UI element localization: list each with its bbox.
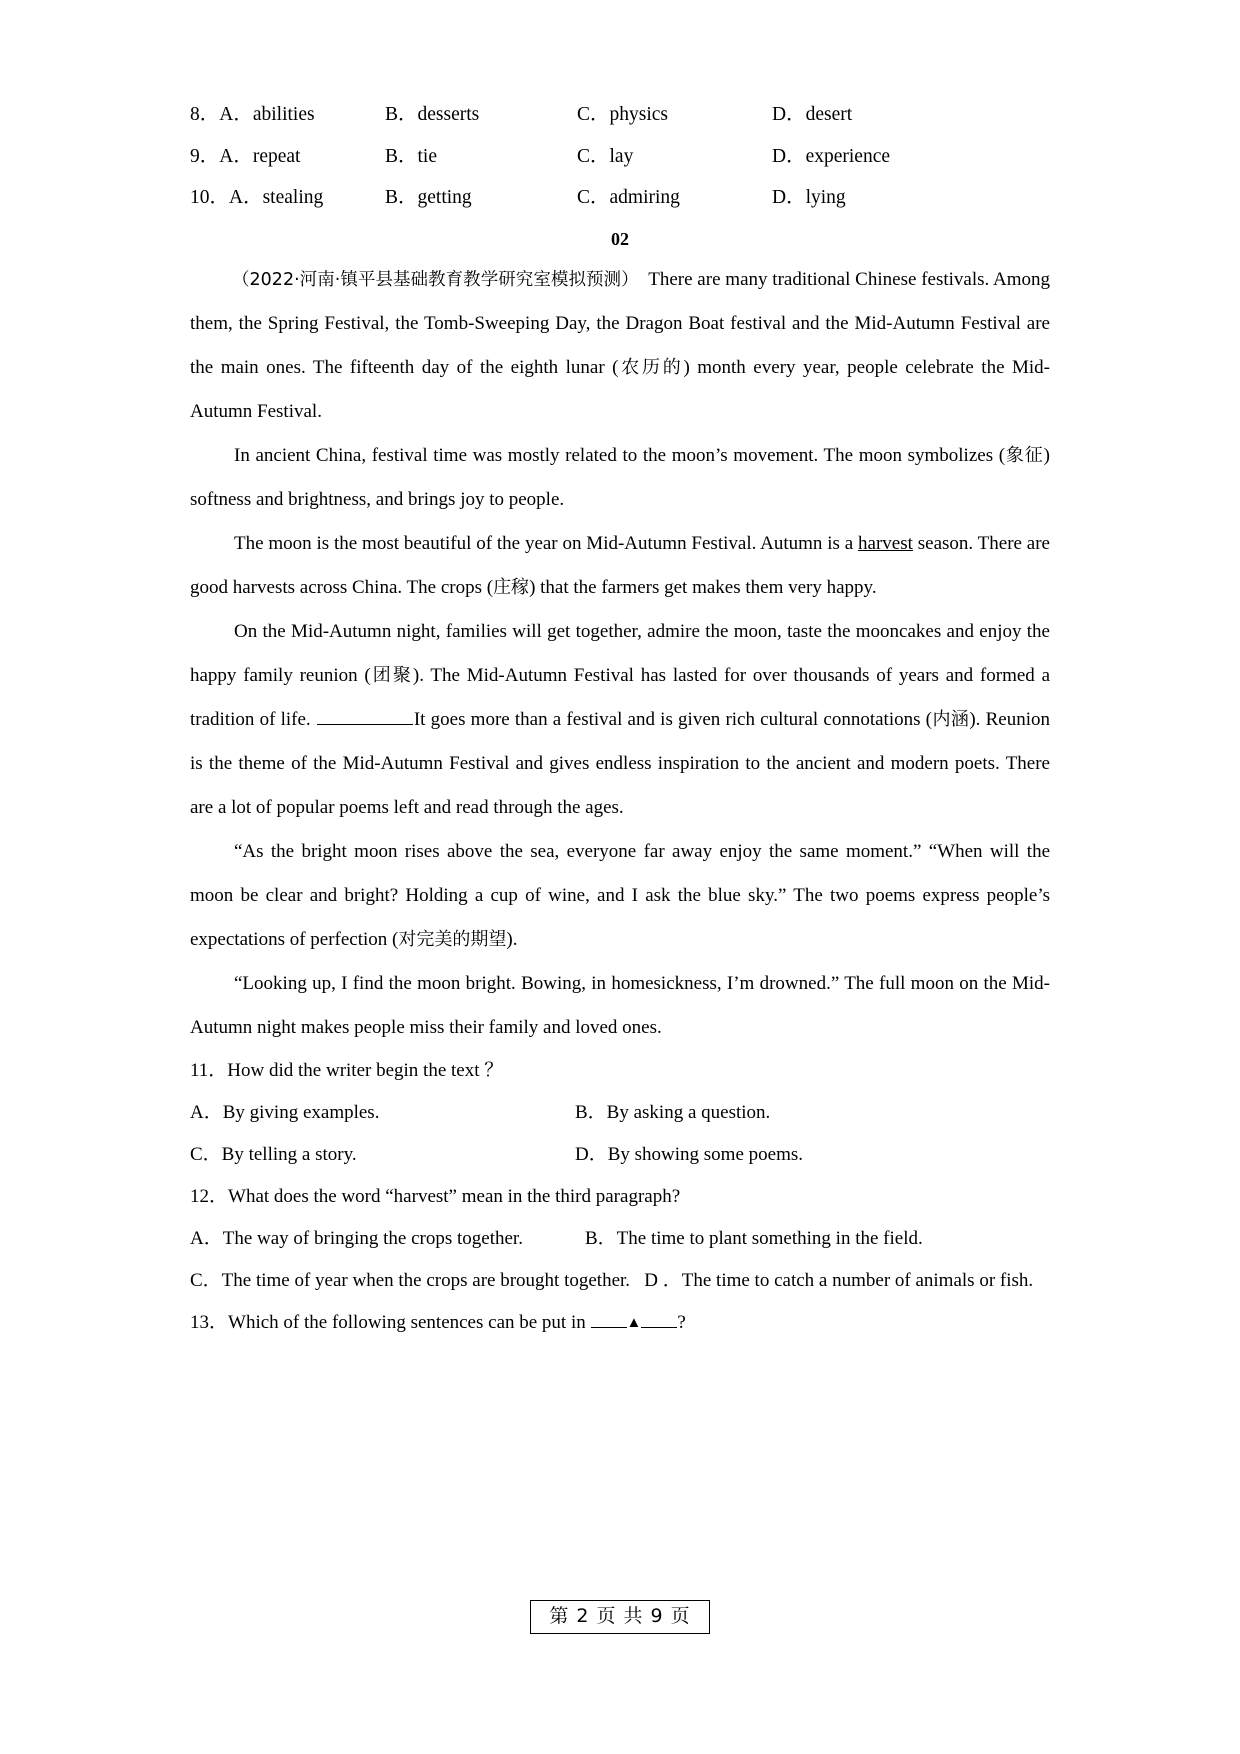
- question-11-choice-a[interactable]: A．By giving examples.: [190, 1101, 380, 1123]
- paragraph-text: There are many traditional Chinese festivals. Among them, the Spring Festival, the Tomb-Sweeping Day, the Dragon Boat festival and the Mid-Autumn Festival are the main ones. The fifteenth day of the eighth lunar (: [190, 268, 1051, 378]
- passage-paragraph-5: [190, 830, 1050, 962]
- chinese-gloss: 内涵: [932, 708, 970, 730]
- paragraph-text: “As the bright moon rises above the sea, everyone far away enjoy the same moment.” “When will the moon be clear and bright? Holding a cup of wine, and I ask the blue sky.” The two poems express people’s expectations of perfection (: [190, 840, 1050, 950]
- chinese-gloss: 庄稼: [493, 576, 530, 598]
- paragraph-text: season. There are good harvests across China. The crops (: [190, 532, 1050, 598]
- underlined-word-harvest: harvest: [858, 532, 913, 554]
- paragraph-text: The moon is the most beautiful of the year on Mid-Autumn Festival. Autumn is a: [234, 532, 859, 554]
- cloze-option-row: [190, 105, 1050, 125]
- passage-paragraph-3: [190, 522, 1050, 610]
- option-c[interactable]: C．admiring: [577, 187, 680, 208]
- page-number-label: 第 2 页 共 9 页: [530, 1600, 709, 1634]
- paragraph-text: ). Reunion is the theme of the Mid-Autumn Festival and gives endless inspiration to the ancient and modern poets. There are a lot of popular poems left and read through the ages.: [190, 708, 1050, 818]
- question-11-stem: [190, 1050, 1050, 1092]
- paragraph-text: On the Mid-Autumn night, families will get together, admire the moon, taste the mooncakes and enjoy the happy family reunion (: [190, 620, 1050, 686]
- option-d[interactable]: D．desert: [772, 104, 853, 125]
- paragraph-text: ) that the farmers get makes them very happy.: [529, 576, 877, 598]
- passage-paragraph-6: “Looking up, I find the moon bright. Bowing, in homesickness, I’m drowned.” The full moon on the Mid-Autumn night makes people miss their family and loved ones.: [190, 972, 1050, 1038]
- fill-in-blank[interactable]: [317, 710, 413, 725]
- question-12-choice-c[interactable]: C．The time of year when the crops are brought together.: [190, 1269, 631, 1291]
- section-number: 02: [611, 228, 629, 249]
- option-c[interactable]: C．lay: [577, 145, 634, 167]
- question-number: 12．: [190, 1185, 229, 1207]
- option-a[interactable]: A．stealing: [229, 187, 324, 208]
- question-12-choices-row-2: [190, 1260, 1050, 1302]
- question-text: ?: [677, 1311, 686, 1333]
- paragraph-text: In ancient China, festival time was mostly related to the moon’s movement. The moon symbolizes (: [234, 444, 1006, 466]
- option-b[interactable]: B．desserts: [385, 104, 480, 125]
- question-11-choice-d[interactable]: D．By showing some poems.: [575, 1143, 804, 1165]
- question-number: 9．: [190, 145, 220, 167]
- paragraph-text: ).: [506, 928, 518, 950]
- question-13-stem: [190, 1302, 1050, 1344]
- question-12-choice-d[interactable]: D ．The time to catch a number of animals or fish.: [644, 1269, 1034, 1291]
- question-text: Which of the following sentences can be put in: [228, 1311, 591, 1333]
- chinese-gloss: 象征: [1005, 444, 1044, 466]
- cloze-option-row: [190, 188, 1050, 208]
- option-b[interactable]: B．getting: [385, 187, 472, 208]
- chinese-gloss: 农历的: [618, 356, 684, 378]
- question-12-choice-b[interactable]: B．The time to plant something in the field.: [585, 1227, 923, 1249]
- paragraph-text: ) softness and brightness, and brings joy to people.: [190, 444, 1050, 510]
- cloze-option-row: [190, 147, 1050, 167]
- answer-blank-right[interactable]: [641, 1314, 677, 1328]
- triangle-marker: ▲: [626, 1314, 642, 1331]
- paragraph-text: ). The Mid-Autumn Festival has lasted for over thousands of years and formed a tradition of life.: [190, 664, 1051, 730]
- chinese-gloss: 团聚: [370, 664, 413, 686]
- question-12-choice-a[interactable]: A．The way of bringing the crops together.: [190, 1227, 523, 1249]
- source-tag: （2022·河南·镇平县基础教育教学研究室模拟预测）: [232, 269, 639, 290]
- question-number: 11．: [190, 1059, 228, 1081]
- chinese-gloss: 对完美的期望: [398, 928, 507, 950]
- question-12-stem: [190, 1176, 1050, 1218]
- question-11-choice-b[interactable]: B．By asking a question.: [575, 1101, 771, 1123]
- option-d[interactable]: D．lying: [772, 187, 846, 208]
- passage-paragraph-2: [190, 434, 1050, 522]
- option-a[interactable]: A．abilities: [219, 104, 315, 125]
- paragraph-text: It goes more than a festival and is given rich cultural connotations (: [413, 708, 933, 730]
- question-text: What does the word “harvest” mean in the third paragraph?: [228, 1185, 681, 1207]
- page-content: [190, 105, 1050, 1344]
- passage-paragraph-1: [190, 258, 1050, 434]
- question-11-choice-c[interactable]: C．By telling a story.: [190, 1143, 357, 1165]
- question-11-choices-row-1: [190, 1092, 1050, 1134]
- answer-blank-left[interactable]: [591, 1314, 627, 1328]
- question-text: How did the writer begin the text ？: [227, 1059, 504, 1081]
- passage-paragraph-4: [190, 610, 1050, 830]
- option-b[interactable]: B．tie: [385, 145, 437, 167]
- question-number: 8．: [190, 104, 220, 125]
- page-footer: [0, 1600, 1240, 1634]
- option-c[interactable]: C．physics: [577, 104, 669, 125]
- question-12-choices-row-1: [190, 1218, 1050, 1260]
- paragraph-text: ) month every year, people celebrate the Mid-Autumn Festival.: [190, 356, 1050, 422]
- question-number: 10．: [190, 187, 230, 208]
- option-a[interactable]: A．repeat: [219, 145, 301, 167]
- option-d[interactable]: D．experience: [772, 145, 891, 167]
- question-11-choices-row-2: [190, 1134, 1050, 1176]
- question-number: 13．: [190, 1311, 229, 1333]
